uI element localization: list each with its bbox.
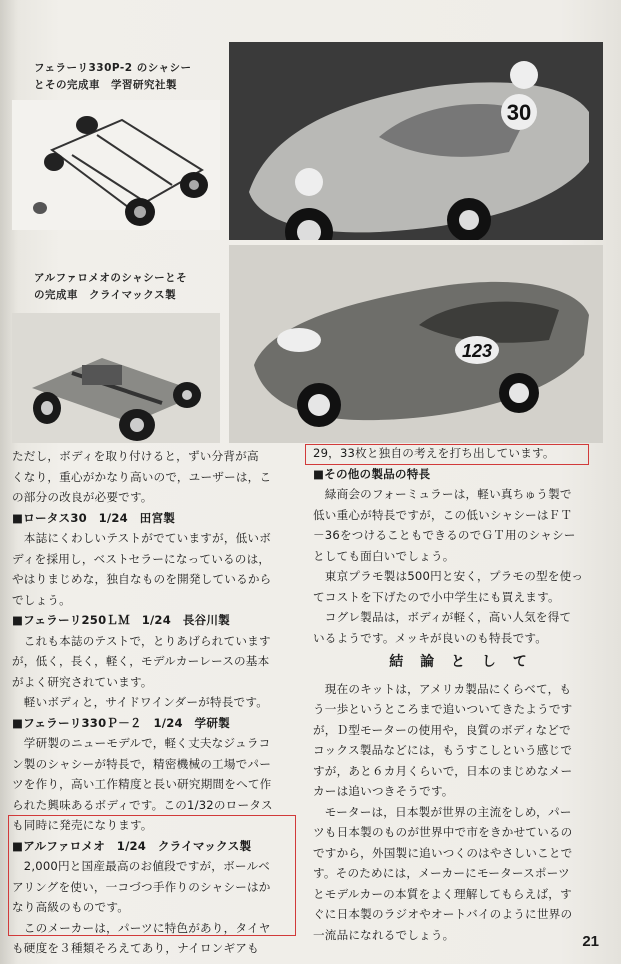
text-line: くなり，重心がかなり高いので，ユーザーは，こ (12, 469, 272, 484)
text-line: 現在のキットは，アメリカ製品にくらべて，も (313, 681, 572, 696)
text-line: 緑商会のフォーミュラーは，軽い真ちゅう製で (313, 487, 572, 501)
text-line: なり高級のものです。 (12, 900, 130, 914)
section-heading: ■ロータス30 1/24 田宮製 (12, 510, 176, 525)
text-line: でしょう。 (12, 592, 71, 607)
text-line: も硬度を３種類そろえてあり，ナイロンギアも (12, 941, 259, 955)
text-line: が，低く，長く，軽く，モデルカーレースの基本 (12, 654, 270, 668)
text-line: 一流品になれるでしょう。 (313, 927, 455, 942)
text-line: 低い重心が特長ですが，この低いシャシーはＦＴ (313, 507, 573, 522)
text-line: ツも日本製のものが世界中で市をきかせているの (313, 825, 573, 839)
text-line: やはりまじめな，独自なものを開発しているから (12, 572, 272, 586)
page-number: 21 (582, 933, 599, 950)
text-line: 軽いボディと，サイドワインダーが特長です。 (12, 695, 268, 709)
text-line: ただし，ボディを取り付けると，ずい分背が高 (12, 449, 259, 463)
text-line: ですから，外国製に追いつくのはやさしいことで (313, 845, 573, 860)
text-line: これも本誌のテストで，とりあげられています (12, 633, 271, 648)
alfa-car-photo (229, 245, 603, 443)
text-line: す。そのためには，メーカーにモータースポーツ (313, 866, 570, 880)
text-line: いるようです。メッキが良いのも特長です。 (313, 630, 548, 645)
text-line: 東京プラモ製は500円と安く，プラモの型を使っ (313, 569, 584, 583)
ferrari-chassis-caption: フェラーリ330P-2 のシャシー とその完成車 学習研究社製 (34, 62, 192, 91)
right-text-column (313, 443, 609, 945)
car-number-30: 30 (506, 100, 532, 125)
alfa-chassis-caption: アルファロメオのシャシーとそ の完成車 クライマックス製 (34, 272, 188, 301)
text-line: てコストを下げたので小中学生にも買えます。 (313, 589, 560, 604)
text-line: 2,000円と国産最高のお値段ですが，ボールベ (12, 859, 271, 873)
text-line: がよく研究されています。 (12, 674, 153, 689)
text-line: も同時に発売になります。 (12, 818, 153, 832)
text-line: －36をつけることもできるのでＧＴ用のシャシー (313, 528, 576, 542)
text-line: ン製のシャシーが特長で，精密機械の工場でパー (12, 756, 272, 771)
text-line: カーは追いつきそうです。 (313, 784, 454, 798)
text-line: すが，あと６カ月くらいで，日本のまじめなメー (313, 763, 573, 778)
text-line: ディを採用し，ベストセラーになっているのは， (12, 551, 271, 566)
text-line: ツを作り，高い工作精度と長い研究期間をへて作 (12, 777, 272, 791)
text-line: アリングを使い，一コづつ手作りのシャシーはか (12, 879, 271, 894)
text-line: としても面白いでしょう。 (313, 548, 455, 563)
ferrari-car-photo (229, 42, 603, 240)
section-heading: ■アルファロメオ 1/24 クライマックス製 (12, 838, 252, 853)
ferrari-chassis-photo (12, 100, 220, 230)
text-line: られた興味あるボディです。この1/32のロータス (12, 797, 273, 812)
text-line: とモデルカーの本質をよく理解してもらえば，す (313, 886, 572, 901)
text-line: モーターは，日本製が世界の主流をしめ，パー (313, 804, 572, 819)
left-text-column (12, 446, 302, 959)
car-number-123: 123 (461, 341, 493, 361)
text-line: 本誌にくわしいテストがでていますが，低いボ (12, 531, 272, 545)
section-heading: ■その他の製品の特長 (313, 466, 431, 481)
alfa-chassis-photo (12, 313, 220, 443)
text-line: の部分の改良が必要です。 (12, 490, 153, 504)
text-line: う一歩というところまで追いついてきたようです (313, 702, 573, 716)
text-line: ぐに日本製のラジオやオートバイのように世界の (313, 907, 573, 921)
text-line: コックス製品などには，もうすこしという感じで (313, 743, 573, 757)
text-line: コグレ製品は，ボディが軽く，高い人気を得て (313, 610, 572, 624)
conclusion-heading: 結 論 と し て (389, 654, 533, 670)
text-line: 29，33枚と独自の考えを打ち出しています。 (313, 446, 555, 460)
text-line: 学研製のニューモデルで，軽く丈夫なジュラコ (12, 736, 271, 750)
text-line: このメーカーは，パーツに特色があり，タイヤ (12, 920, 271, 935)
section-heading: ■フェラーリ330Ｐ－２ 1/24 学研製 (12, 715, 230, 730)
section-heading: ■フェラーリ250ＬＭ 1/24 長谷川製 (12, 613, 230, 627)
text-line: が，Ｄ型モーターの使用や，良質のボディなどで (313, 722, 571, 737)
